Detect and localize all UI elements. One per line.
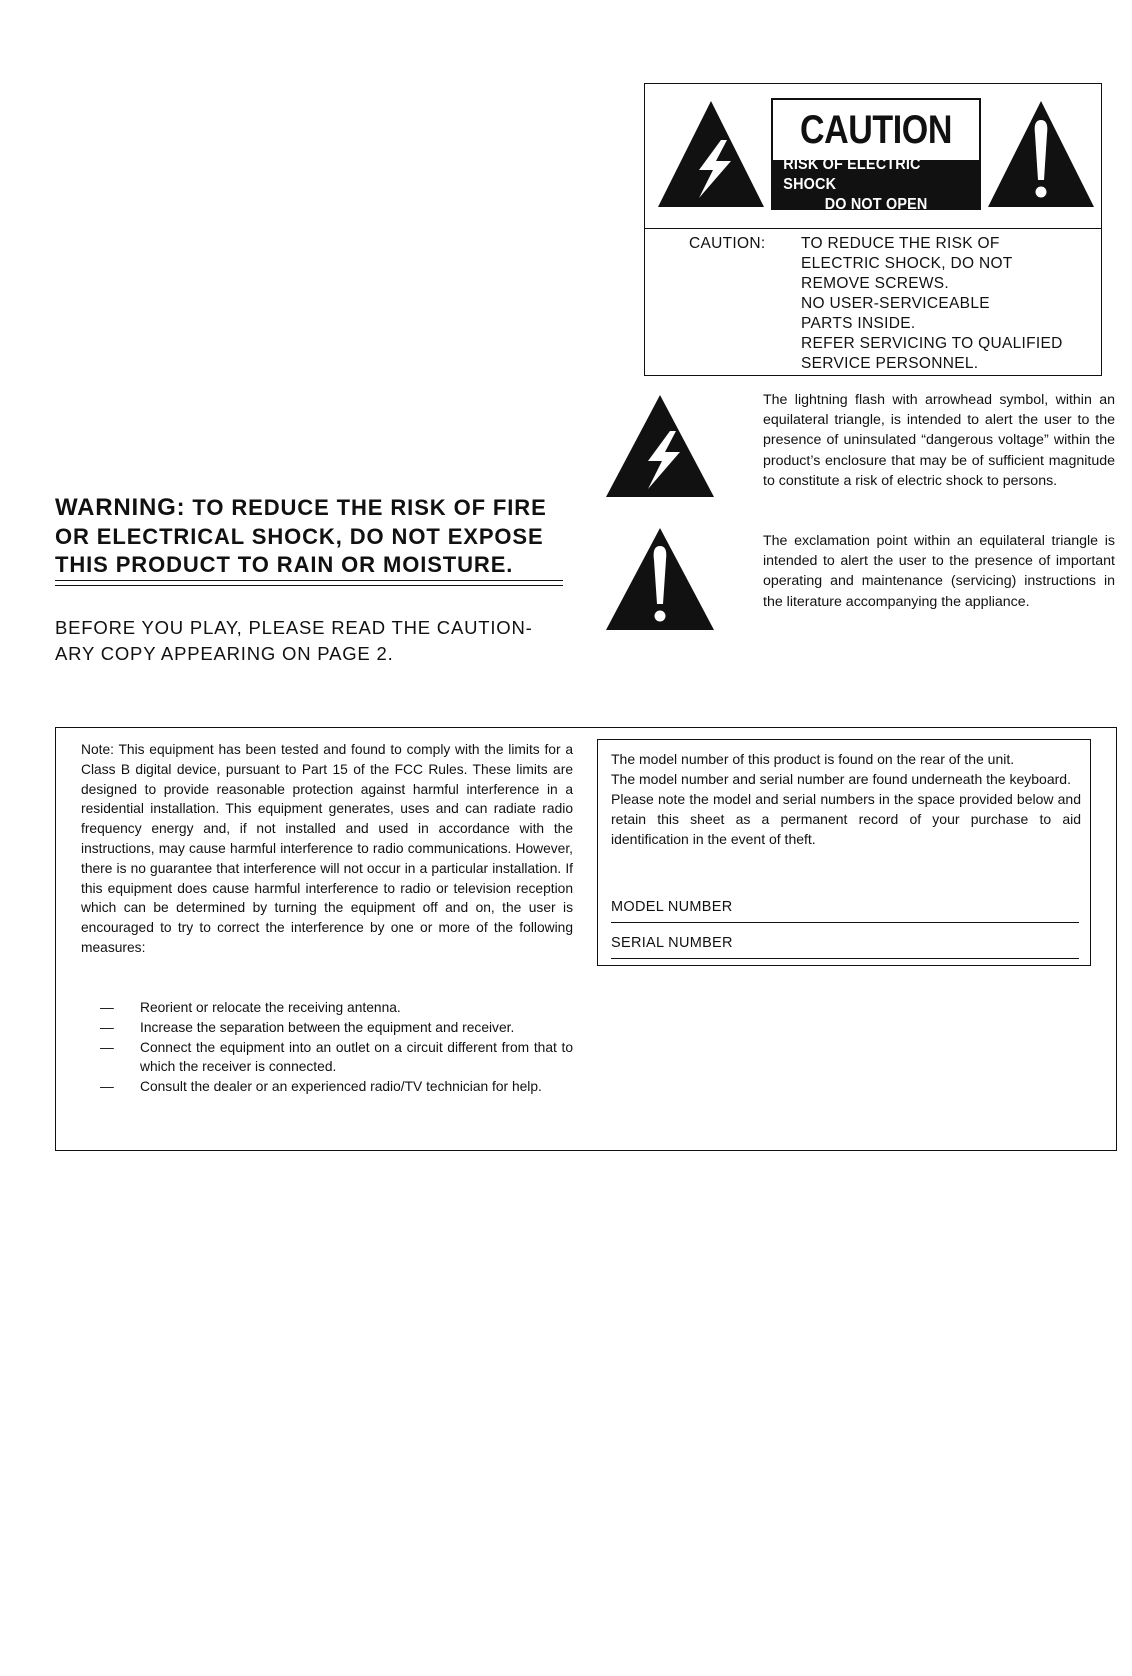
caution-line: SERVICE PERSONNEL. bbox=[801, 355, 979, 372]
serial-number-field[interactable] bbox=[611, 958, 1079, 959]
model-serial-instructions bbox=[611, 749, 1081, 849]
list-item bbox=[100, 1018, 573, 1038]
caution-line: NO USER-SERVICEABLE bbox=[801, 295, 990, 312]
fcc-note: Note: This equipment has been tested and found to comply with the limits for a Class B digital device, pursuant to Part 15 of the FCC Rules. These limits are designed to provide reasonable protection against harmful interference in a residential installation. This equipment generates, uses and can radiate radio frequency energy and, if not installed and used in accordance with the instructions, may cause harmful interference to radio communications. However, there is no guarantee that interference will not occur in a particular installation. If this equipment does cause harmful interference to radio or television reception which can be determined by turning the equipment off and on, the user is encouraged to try to correct the interference by one or more of the following measures: bbox=[81, 742, 573, 955]
warning-line1-text: TO REDUCE THE RISK OF FIRE bbox=[192, 495, 547, 520]
warning-lead: WARNING: bbox=[55, 494, 186, 521]
measure-text: Consult the dealer or an experienced radio/TV technician for help. bbox=[140, 1079, 542, 1095]
list-item bbox=[100, 1038, 573, 1078]
caution-line: REMOVE SCREWS. bbox=[801, 275, 950, 292]
warning-line3: THIS PRODUCT TO RAIN OR MOISTURE. bbox=[55, 552, 514, 577]
caution-box bbox=[644, 83, 1102, 376]
caution-line: REFER SERVICING TO QUALIFIED bbox=[801, 335, 1063, 352]
caution-title: CAUTION bbox=[800, 107, 952, 152]
dash-bullet: — bbox=[100, 1079, 114, 1095]
measure-text: Connect the equipment into an outlet on a circuit different from that to which the receiver is connected. bbox=[140, 1039, 573, 1075]
before-play-line1: BEFORE YOU PLAY, PLEASE READ THE CAUTION- bbox=[55, 617, 533, 638]
caution-band bbox=[773, 156, 979, 213]
before-play-notice bbox=[55, 615, 575, 667]
dash-bullet: — bbox=[100, 1039, 114, 1055]
exclamation-triangle-icon bbox=[985, 98, 1097, 210]
fcc-measures-list bbox=[100, 998, 573, 1097]
before-play-line2: ARY COPY APPEARING ON PAGE 2. bbox=[55, 643, 394, 664]
dash-bullet: — bbox=[100, 1019, 114, 1035]
model-number-field[interactable] bbox=[611, 922, 1079, 923]
list-item bbox=[100, 1077, 573, 1097]
caution-line: TO REDUCE THE RISK OF bbox=[801, 235, 1000, 252]
lightning-symbol-description: The lightning flash with arrowhead symbol, within an equilateral triangle, is intended to alert the user to the presence of uninsulated “dangerous voltage” within the product’s enclosure that may be of sufficient magnitude to constitute a risk of electric shock to persons. bbox=[763, 392, 1115, 489]
model-paragraph: Please note the model and serial numbers in the space provided below and retain this sheet as a permanent record of your purchase to aid identification in the event of theft. bbox=[611, 791, 1081, 847]
caution-label bbox=[771, 98, 981, 213]
caution-header bbox=[645, 84, 1101, 229]
warning-statement bbox=[55, 494, 563, 580]
caution-band-line1: RISK OF ELECTRIC SHOCK bbox=[783, 156, 921, 193]
caution-band-line2: DO NOT OPEN bbox=[824, 196, 928, 213]
warning-rule bbox=[55, 585, 563, 586]
caution-prefix: CAUTION: bbox=[689, 235, 766, 252]
caution-line: PARTS INSIDE. bbox=[801, 315, 916, 332]
list-item bbox=[100, 998, 573, 1018]
warning-rule bbox=[55, 580, 563, 581]
dash-bullet: — bbox=[100, 1000, 114, 1015]
lightning-triangle-icon bbox=[604, 393, 716, 499]
model-paragraph: The model number of this product is found on the rear of the unit. bbox=[611, 751, 1015, 767]
serial-number-label: SERIAL NUMBER bbox=[611, 935, 733, 951]
measure-text: Reorient or relocate the receiving antenna. bbox=[140, 1000, 401, 1015]
exclamation-triangle-icon bbox=[604, 526, 716, 632]
caution-lines bbox=[801, 234, 1063, 374]
warning-line1 bbox=[55, 494, 563, 523]
measure-text: Increase the separation between the equipment and receiver. bbox=[140, 1019, 515, 1035]
caution-line: ELECTRIC SHOCK, DO NOT bbox=[801, 255, 1013, 272]
model-paragraph: The model number and serial number are found underneath the keyboard. bbox=[611, 771, 1071, 787]
exclamation-symbol-description: The exclamation point within an equilateral triangle is intended to alert the user to the presence of important operating and maintenance (servicing) instructions in the literature accompanying the appliance. bbox=[763, 533, 1115, 610]
lightning-triangle-icon bbox=[655, 98, 767, 210]
model-number-label: MODEL NUMBER bbox=[611, 899, 733, 915]
warning-line2: OR ELECTRICAL SHOCK, DO NOT EXPOSE bbox=[55, 523, 544, 549]
